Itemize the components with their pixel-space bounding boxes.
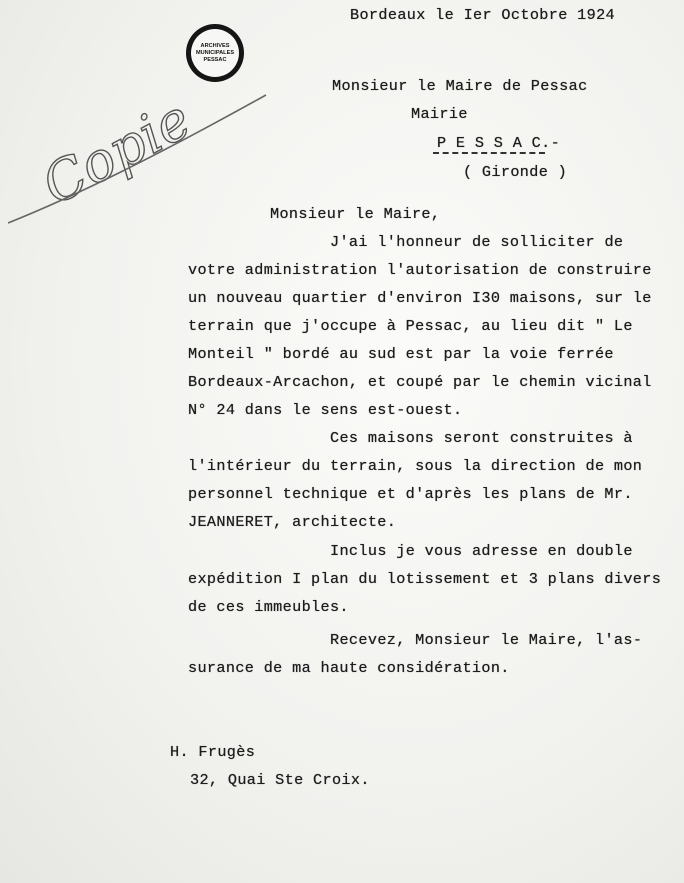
archives-stamp [186,24,244,82]
body-line: Bordeaux-Arcachon, et coupé par le chemin vicinal [188,373,652,391]
letter-date: Bordeaux le Ier Octobre 1924 [350,6,615,24]
body-line: de ces immeubles. [188,598,349,616]
body-line: expédition I plan du lotissement et 3 plans divers [188,570,662,588]
body-line: un nouveau quartier d'environ I30 maisons, sur le [188,289,652,307]
body-line: l'intérieur du terrain, sous la direction de mon [188,457,643,475]
recipient-city: P E S S A C.- [437,134,561,152]
body-line: Inclus je vous adresse en double [330,542,633,560]
copie-handwriting: Copie [32,87,201,218]
body-line: J'ai l'honneur de solliciter de [330,233,624,251]
salutation: Monsieur le Maire, [270,205,441,223]
body-line: Monteil " bordé au sud est par la voie ferrée [188,345,614,363]
stamp-line-3: PESSAC [203,56,227,63]
body-line: N° 24 dans le sens est-ouest. [188,401,463,419]
body-line: Recevez, Monsieur le Maire, l'as- [330,631,643,649]
signature-name: H. Frugès [170,743,256,761]
stamp-line-1: ARCHIVES [200,42,230,49]
copie-annotation [8,55,268,230]
stamp-line-2: MUNICIPALES [195,49,235,56]
body-line: personnel technique et d'après les plans de Mr. [188,485,633,503]
body-line: Ces maisons seront construites à [330,429,633,447]
body-line: JEANNERET, architecte. [188,513,397,531]
recipient-region: ( Gironde ) [463,163,568,181]
recipient-office: Mairie [411,105,468,123]
body-line: votre administration l'autorisation de construire [188,261,652,279]
city-underline [433,152,545,154]
signature-address: 32, Quai Ste Croix. [190,771,370,789]
copie-underline [8,95,266,223]
body-line: surance de ma haute considération. [188,659,510,677]
body-line: terrain que j'occupe à Pessac, au lieu dit " Le [188,317,633,335]
recipient-name: Monsieur le Maire de Pessac [332,77,588,95]
stamp-text [191,29,239,77]
